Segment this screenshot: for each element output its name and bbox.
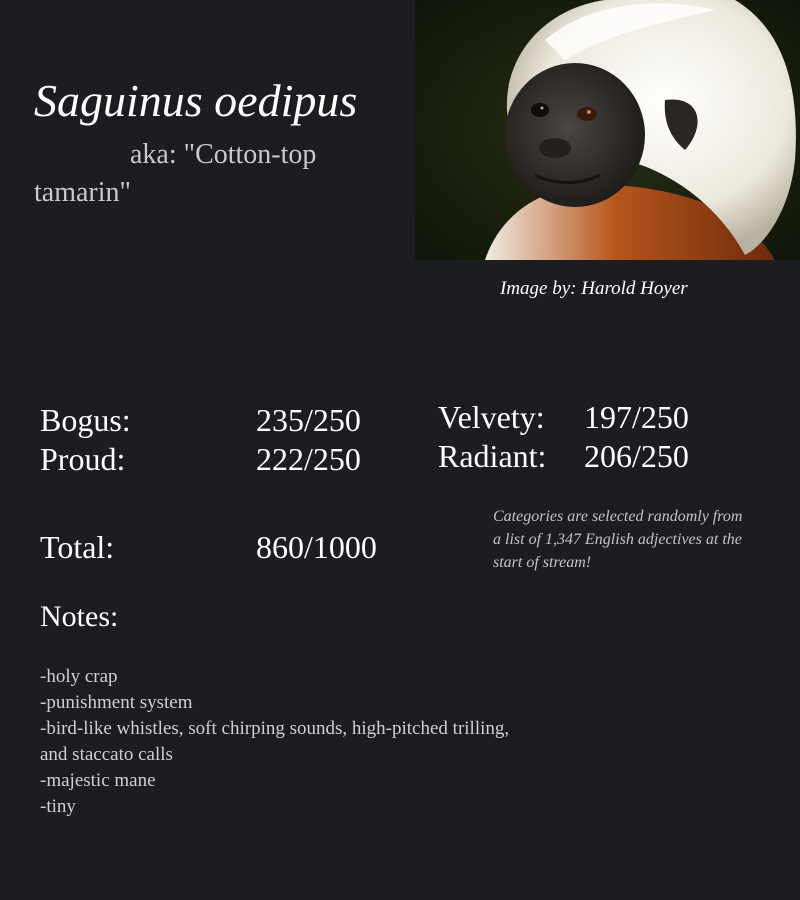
- list-item: -holy crap: [40, 666, 118, 687]
- proud-label: Proud:: [40, 441, 126, 477]
- velvety-label: Velvety:: [438, 399, 545, 435]
- total-label: Total:: [40, 529, 115, 565]
- bogus-value: 235/250: [256, 402, 361, 438]
- velvety-value: 197/250: [584, 399, 689, 435]
- species-name: Saguinus oedipus: [34, 75, 358, 126]
- radiant-label: Radiant:: [438, 438, 547, 474]
- common-name: aka: "Cotton-top tamarin": [34, 139, 317, 208]
- tamarin-photo: [415, 0, 800, 260]
- categories-note: Categories are selected randomly from a list of 1,347 English adjectives at the start of stream!: [493, 508, 743, 571]
- radiant-value: 206/250: [584, 438, 689, 474]
- list-item: -majestic mane: [40, 770, 156, 791]
- list-item: -tiny: [40, 796, 76, 817]
- proud-value: 222/250: [256, 441, 361, 477]
- image-credit: Image by: Harold Hoyer: [500, 278, 688, 299]
- notes-heading: Notes:: [40, 600, 119, 633]
- list-item: -punishment system: [40, 692, 193, 713]
- bogus-label: Bogus:: [40, 402, 131, 438]
- notes-list: [40, 664, 510, 820]
- total-value: 860/1000: [256, 529, 377, 565]
- list-item: -bird-like whistles, soft chirping sounds, high-pitched trilling, and staccato calls: [40, 718, 510, 765]
